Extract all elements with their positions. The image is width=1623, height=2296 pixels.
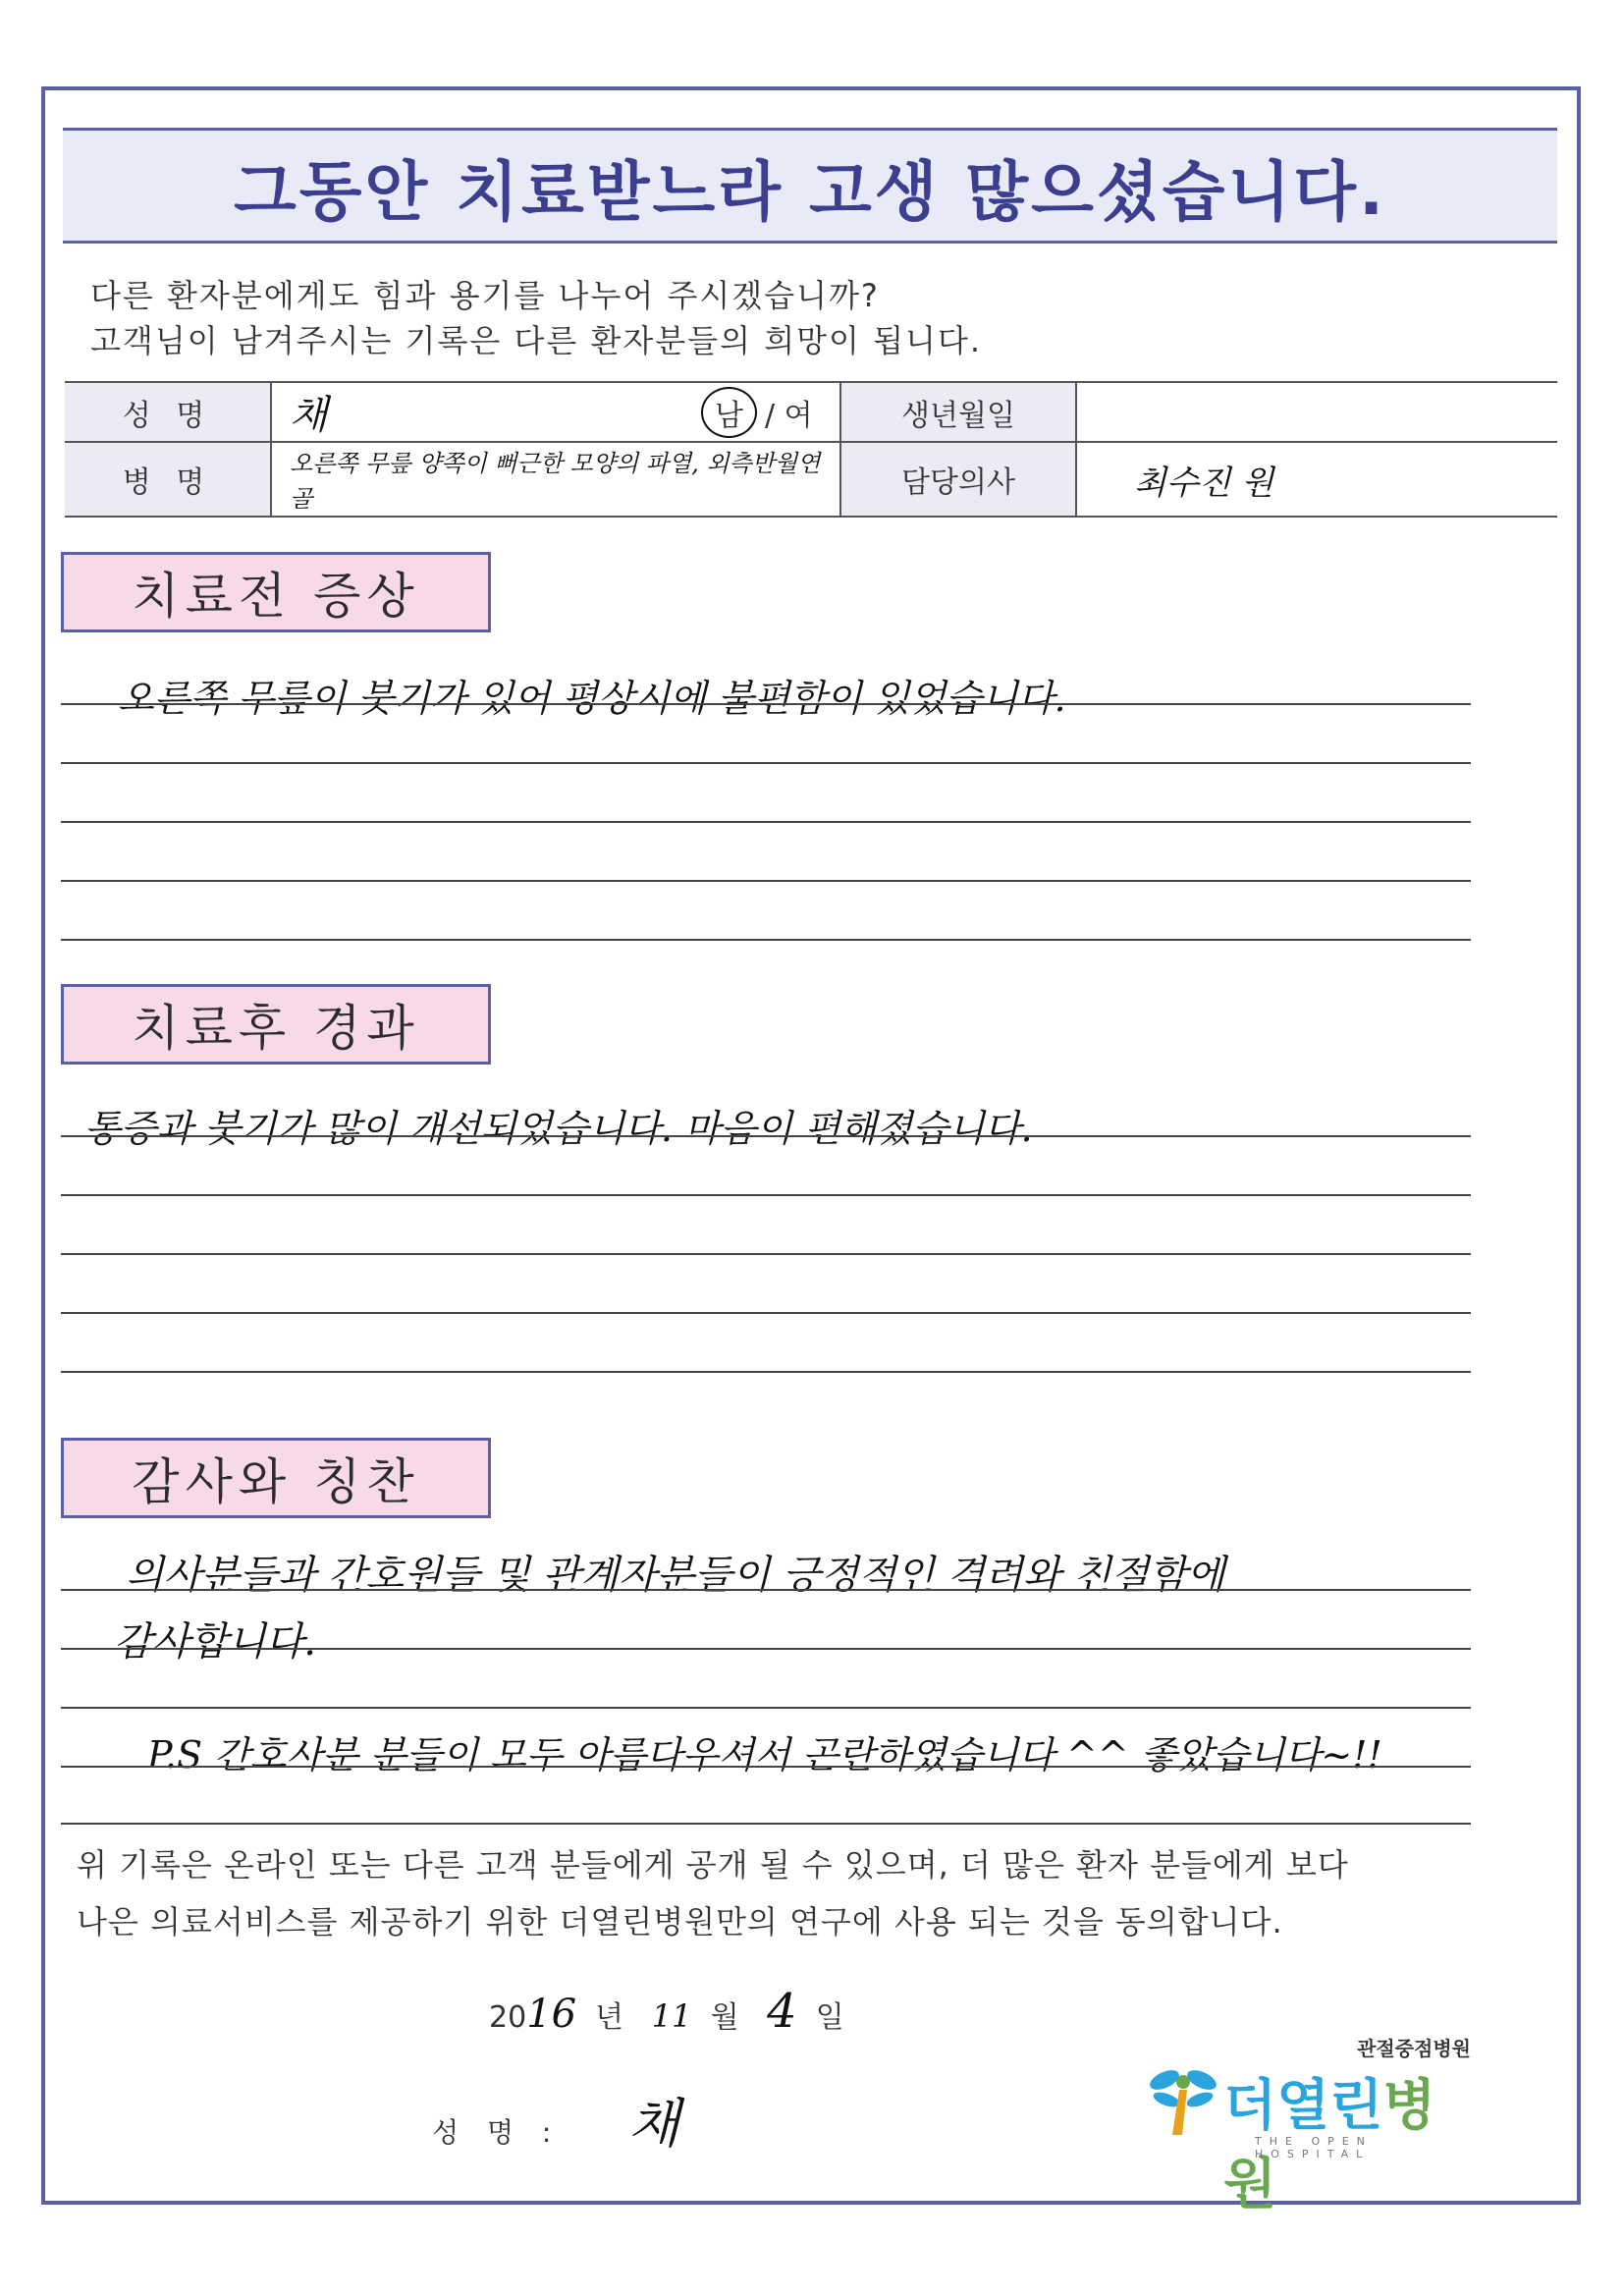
- thanks-line-1: 의사분들과 간호원들 및 관계자분들이 긍정적인 격려와 친절함에: [126, 1553, 1225, 1598]
- writing-line: [61, 1371, 1471, 1373]
- name-value: 채: [290, 393, 328, 438]
- doctor-value: 최수진 원: [1134, 463, 1274, 503]
- writing-line: [61, 703, 1471, 705]
- page-title: 그동안 치료받느라 고생 많으셨습니다.: [233, 153, 1387, 230]
- section-before-header: [61, 552, 491, 632]
- year-label: 년: [595, 2000, 624, 2035]
- gender-field[interactable]: 남 / 여: [683, 382, 840, 442]
- thanks-line-3: P.S 간호사분 분들이 모두 아름다우셔서 곤란하였습니다 ^^ 좋았습니다~!!: [147, 1733, 1382, 1777]
- before-line-1: 오른쪽 무릎이 붓기가 있어 평상시에 불편함이 있었습니다.: [118, 677, 1066, 720]
- disease-field[interactable]: [271, 442, 840, 517]
- writing-line: [61, 1589, 1471, 1591]
- writing-line: [61, 1312, 1471, 1314]
- logo-english: THE OPEN HOSPITAL: [1255, 2135, 1373, 2160]
- writing-line: [61, 939, 1471, 941]
- section-thanks-title: 감사와 칭찬: [132, 1453, 420, 1510]
- signature-value[interactable]: 채: [628, 2093, 680, 2155]
- consent-line-2: 나은 의료서비스를 제공하기 위한 더열린병원만의 연구에 사용 되는 것을 동의합니다.: [77, 1903, 1283, 1941]
- signature-line: [432, 2082, 679, 2158]
- gender-female-option[interactable]: 여: [784, 398, 813, 433]
- writing-line: [61, 821, 1471, 823]
- birth-field[interactable]: [1076, 382, 1557, 442]
- logo-subtitle: 관절중점병원: [1357, 2037, 1471, 2060]
- day-value[interactable]: 4: [767, 1984, 797, 2039]
- birth-label: 생년월일: [840, 382, 1076, 442]
- section-after-header: [61, 984, 491, 1065]
- logo-name-part1: 더열린: [1223, 2074, 1383, 2138]
- name-field[interactable]: [271, 382, 683, 442]
- after-line-1: 통증과 붓기가 많이 개선되었습니다. 마음이 편해졌습니다.: [84, 1107, 1033, 1150]
- disease-label: 병 명: [65, 442, 271, 517]
- dragonfly-logo-icon: [1147, 2060, 1221, 2139]
- writing-line: [61, 1823, 1471, 1825]
- signature-label: 성 명 :: [432, 2116, 562, 2149]
- month-value[interactable]: 11: [651, 1997, 692, 2035]
- intro-line-1: 다른 환자분에게도 힘과 용기를 나누어 주시겠습니까?: [90, 277, 880, 314]
- section-after-title: 치료후 경과: [132, 1000, 420, 1057]
- month-label: 월: [710, 2000, 739, 2035]
- name-label: 성 명: [65, 382, 271, 442]
- intro-text: [90, 273, 982, 363]
- writing-line: [61, 1194, 1471, 1196]
- section-thanks-header: [61, 1438, 491, 1518]
- gender-male-option[interactable]: 남: [701, 387, 757, 438]
- title-band: [63, 128, 1557, 244]
- writing-line: [61, 1253, 1471, 1255]
- doctor-field[interactable]: [1076, 442, 1557, 517]
- consent-text: [77, 1836, 1349, 1950]
- year-value[interactable]: 16: [526, 1992, 577, 2037]
- writing-line: [61, 1766, 1471, 1768]
- consent-line-1: 위 기록은 온라인 또는 다른 고객 분들에게 공개 될 수 있으며, 더 많은 환자 분들에게 보다: [77, 1846, 1349, 1884]
- writing-line: [61, 1707, 1471, 1709]
- writing-line: [61, 1648, 1471, 1650]
- day-label: 일: [815, 2000, 844, 2035]
- logo-name-part2: 병원: [1223, 2074, 1436, 2216]
- patient-info-table: [65, 381, 1557, 518]
- thanks-line-2: 감사합니다.: [114, 1619, 316, 1665]
- disease-value: 오른쪽 무릎 양쪽이 뻐근한 모양의 파열, 외측반월연골: [290, 450, 821, 513]
- section-before-title: 치료전 증상: [132, 568, 420, 625]
- year-prefix: 20: [489, 2000, 527, 2035]
- writing-line: [61, 762, 1471, 764]
- date-line: [489, 1984, 844, 2039]
- writing-line: [61, 880, 1471, 882]
- hospital-logo: [1147, 2033, 1481, 2216]
- intro-line-2: 고객님이 남겨주시는 기록은 다른 환자분들의 희망이 됩니다.: [90, 322, 983, 359]
- writing-line: [61, 1135, 1471, 1137]
- doctor-label: 담당의사: [840, 442, 1076, 517]
